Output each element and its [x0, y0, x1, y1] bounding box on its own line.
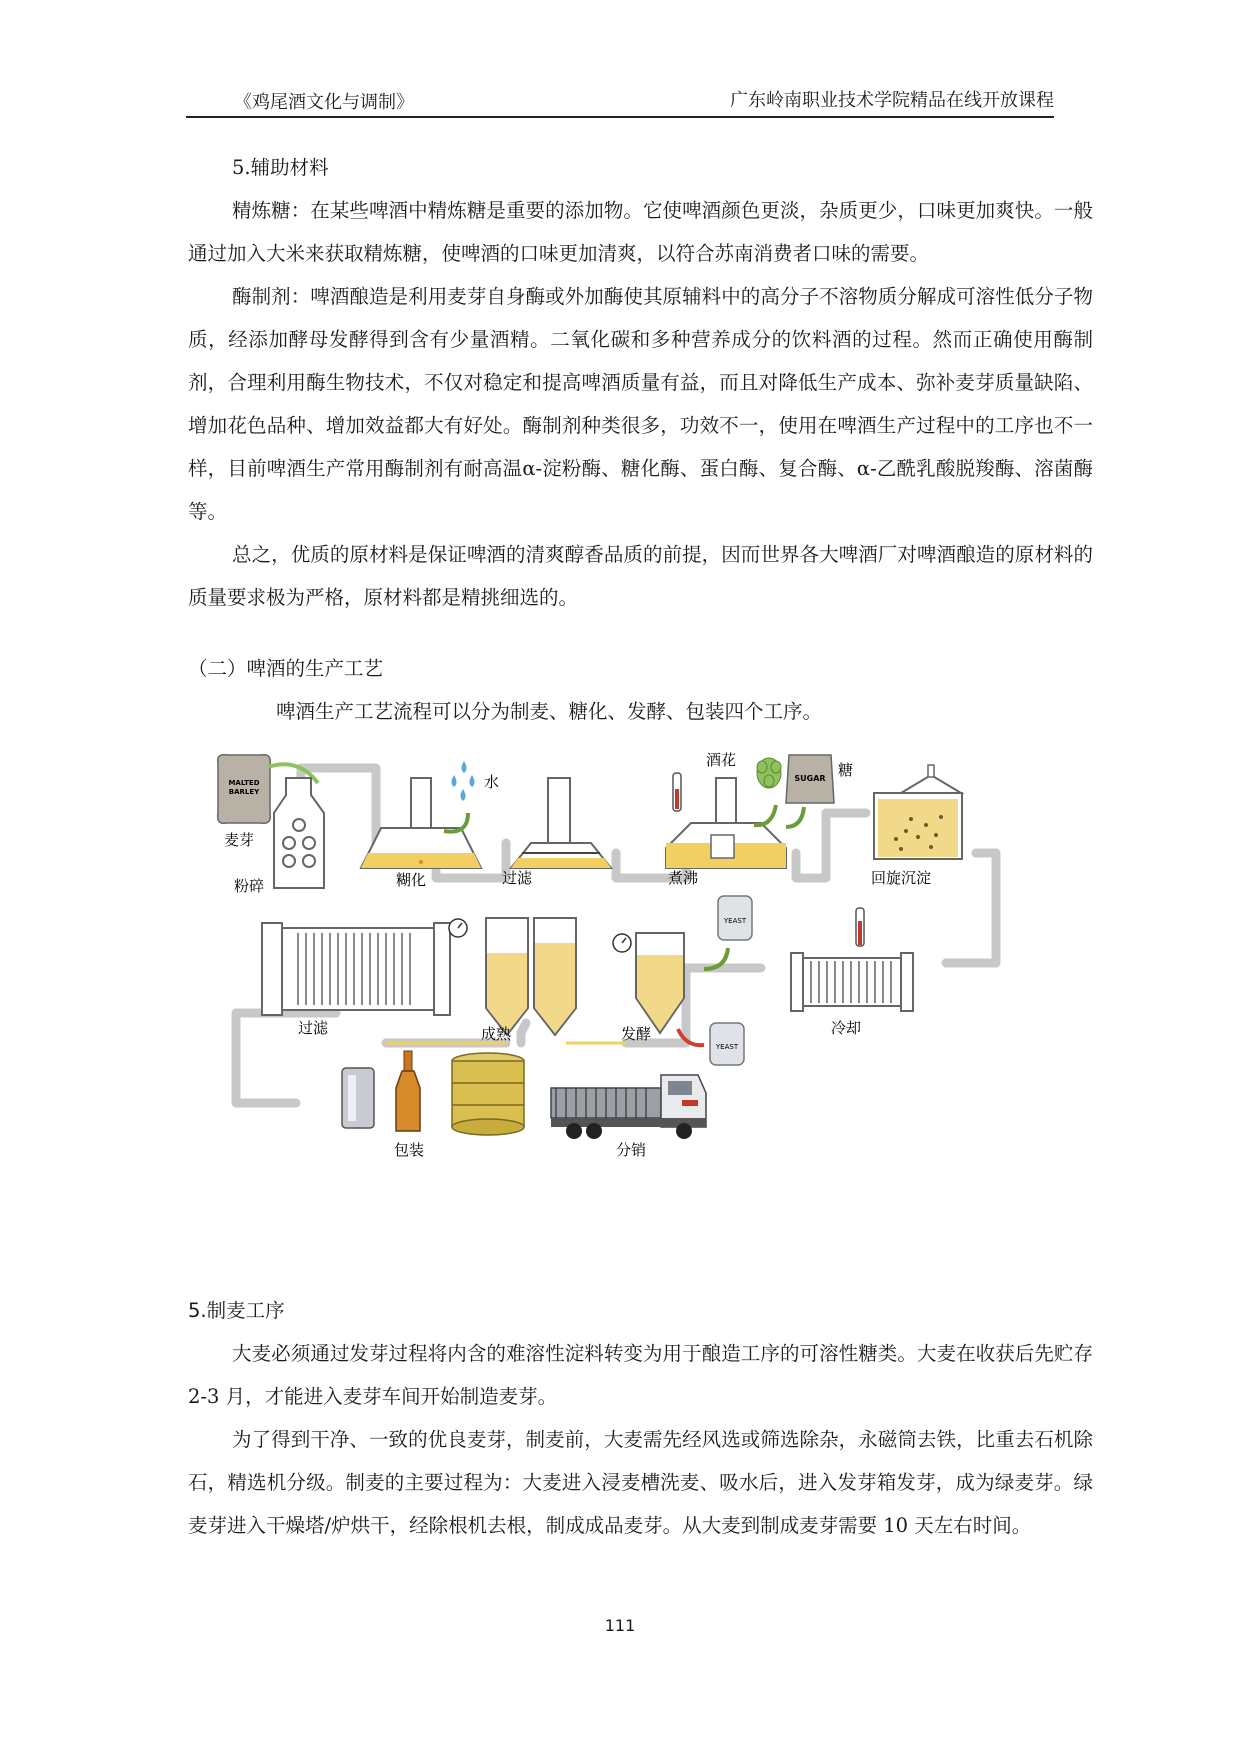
header-book-title: 《鸡尾酒文化与调制》 [234, 92, 414, 113]
label-lauter: 过滤 [502, 869, 533, 887]
malted-barley-bag [218, 755, 271, 824]
label-whirlpool: 回旋沉淀 [871, 869, 932, 887]
label-mash: 糊化 [396, 871, 427, 889]
hops-icon [757, 758, 781, 788]
label-boil: 煮沸 [668, 869, 699, 887]
yeast-container-2 [710, 1023, 744, 1065]
label-water: 水 [484, 773, 500, 791]
beer-bottle-icon [396, 1051, 420, 1131]
page-number: 111 [604, 1616, 636, 1635]
label-filter: 过滤 [298, 1019, 329, 1037]
yeast-label: YEAST [723, 917, 747, 925]
maturation-tanks [486, 918, 576, 1035]
label-hops: 酒花 [706, 751, 737, 769]
beer-keg-icon [452, 1053, 524, 1135]
section-title-auxiliary-materials: 5.辅助材料 [232, 156, 329, 179]
section-title-production-process: （二）啤酒的生产工艺 [188, 657, 384, 680]
page-body [188, 146, 1093, 1547]
paragraph-refined-sugar: 精炼糖：在某些啤酒中精炼糖是重要的添加物。它使啤酒颜色更淡，杂质更少，口味更加爽快。一般通过加入大米来获取精炼糖，使啤酒的口味更加清爽，以符合苏南消费者口味的需要。 [188, 199, 1093, 265]
bag-text-1: MALTED [228, 779, 260, 787]
water-drops-icon [452, 761, 475, 801]
paragraph-enzymes: 酶制剂：啤酒酿造是利用麦芽自身酶或外加酶使其原辅料中的高分子不溶物质分解成可溶性低分子物质，经添加酵母发酵得到含有少量酒精。二氧化碳和多种营养成分的饮料酒的过程。然而正确使用酶制剂，合理利用酶生物技术，不仅对稳定和提高啤酒质量有益，而且对降低生产成本、弥补麦芽质量缺陷、增加花色品种、增加效益都大有好处。酶制剂种类很多，功效不一，使用在啤酒生产过程中的工序也不一样，目前啤酒生产常用酶制剂有耐高温α-淀粉酶、糖化酶、蛋白酶、复合酶、α-乙酰乳酸脱羧酶、溶菌酶等。 [188, 285, 1093, 523]
paragraph-summary: 总之，优质的原材料是保证啤酒的清爽醇香品质的前提，因而世界各大啤酒厂对啤酒酿造的原材料的质量要求极为严格，原材料都是精挑细选的。 [188, 543, 1093, 609]
bag-text-2: BARLEY [228, 788, 260, 796]
label-package: 包装 [394, 1141, 425, 1159]
lauter-tun [511, 778, 611, 868]
pressure-gauge-icon [449, 919, 467, 937]
heat-exchanger [791, 953, 913, 1011]
production-process-lead: 啤酒生产工艺流程可以分为制麦、糖化、发酵、包装四个工序。 [276, 700, 823, 723]
beer-can-icon [342, 1068, 374, 1128]
page-header [186, 82, 1054, 118]
sugar-bag [786, 755, 834, 803]
label-cool: 冷却 [831, 1019, 862, 1037]
sugar-arrow-icon [786, 807, 804, 827]
label-sugar: 糖 [838, 761, 854, 779]
fermentation-tank [636, 933, 684, 1033]
thermometer-2-icon [856, 908, 864, 946]
label-mill: 粉碎 [234, 877, 265, 895]
section-title-malting: 5.制麦工序 [188, 1299, 285, 1322]
plate-filter [262, 923, 450, 1015]
yeast-container [718, 896, 752, 940]
paragraph-malting-2: 为了得到干净、一致的优良麦芽，制麦前，大麦需先经风选或筛选除杂，永磁筒去铁，比重去石机除石，精选机分级。制麦的主要过程为：大麦进入浸麦槽洗麦、吸水后，进入发芽箱发芽，成为绿麦芽。绿麦芽进入干燥塔/炉烘干，经除根机去根，制成成品麦芽。从大麦到制成麦芽需要 10 天左右时间。 [188, 1428, 1093, 1537]
label-distribute: 分销 [616, 1141, 647, 1159]
thermometer-icon [673, 773, 681, 811]
yeast-label-2: YEAST [715, 1043, 739, 1051]
label-mature: 成熟 [481, 1025, 512, 1043]
paragraph-malting-1: 大麦必须通过发芽过程将内含的难溶性淀料转变为用于酿造工序的可溶性糖类。大麦在收获后先贮存 2-3 月，才能进入麦芽车间开始制造麦芽。 [188, 1342, 1093, 1408]
header-course-name: 广东岭南职业技术学院精品在线开放课程 [730, 90, 1054, 111]
label-ferment: 发酵 [621, 1025, 652, 1043]
delivery-truck-icon [551, 1075, 706, 1139]
whirlpool-tank [874, 765, 962, 859]
mill-machine [274, 778, 324, 888]
brewing-process-diagram [206, 743, 1026, 1283]
brewing-process-svg [206, 743, 1026, 1283]
pressure-gauge-2-icon [613, 934, 631, 952]
sugar-bag-text: SUGAR [794, 774, 826, 783]
label-malt: 麦芽 [224, 831, 255, 849]
